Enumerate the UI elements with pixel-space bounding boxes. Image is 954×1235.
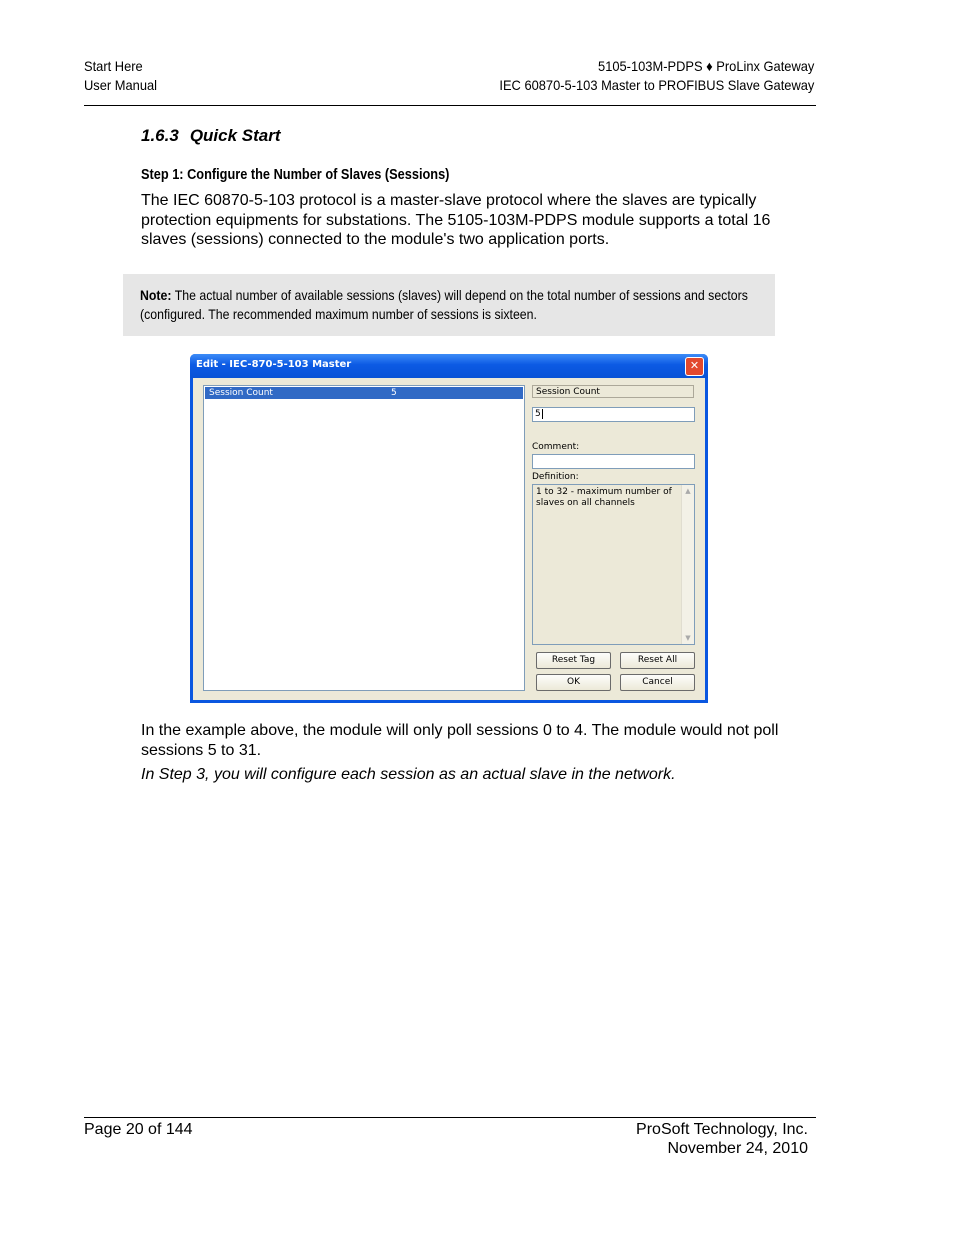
definition-scrollbar[interactable] xyxy=(681,485,694,644)
header-section-name: Start Here xyxy=(84,58,143,74)
header-rule xyxy=(84,105,816,106)
definition-box xyxy=(532,484,695,645)
definition-label: Definition: xyxy=(532,472,579,482)
dialog-title: Edit - IEC-870-5-103 Master xyxy=(196,359,352,370)
section-title xyxy=(141,126,281,146)
list-item-name: Session Count xyxy=(209,388,273,398)
scroll-down-icon[interactable]: ▼ xyxy=(685,634,691,642)
field-name-label: Session Count xyxy=(532,385,694,398)
header-left xyxy=(84,57,157,95)
list-item-value: 5 xyxy=(391,388,397,398)
note-label: Note: xyxy=(140,287,172,303)
text-cursor xyxy=(542,409,543,419)
header-product-description: IEC 60870-5-103 Master to PROFIBUS Slave Gateway xyxy=(499,77,814,93)
section-number: 1.6.3 xyxy=(141,126,179,145)
edit-dialog xyxy=(190,354,708,703)
example-paragraph: In the example above, the module will only poll sessions 0 to 4. The module would not poll sessions 5 to 31. xyxy=(141,722,779,759)
value-input[interactable] xyxy=(532,407,695,422)
company-name: ProSoft Technology, Inc. xyxy=(636,1121,808,1138)
cancel-button[interactable]: Cancel xyxy=(620,674,695,691)
scroll-up-icon[interactable]: ▲ xyxy=(685,487,691,495)
section-title-text: Quick Start xyxy=(189,126,281,145)
reset-tag-button[interactable]: Reset Tag xyxy=(536,652,611,669)
dialog-titlebar[interactable] xyxy=(190,354,708,378)
footer-rule xyxy=(84,1117,816,1118)
value-input-text: 5 xyxy=(535,409,541,419)
note-text xyxy=(140,286,756,324)
note-body: The actual number of available sessions (slaves) will depend on the total number of sessions and sectors (configured. The recommended maximum number of sessions is sixteen. xyxy=(140,287,748,322)
page-number: Page 20 of 144 xyxy=(84,1121,193,1138)
step1-paragraph: The IEC 60870-5-103 protocol is a master-slave protocol where the slaves are typically protection equipments for substations. The 5105-103M-PDPS module supports a total 16 slaves (sessions) connected to the module's two application ports. xyxy=(141,192,771,249)
close-icon[interactable]: ✕ xyxy=(685,357,704,376)
parameter-list[interactable] xyxy=(203,385,525,691)
header-right xyxy=(499,57,814,95)
publication-date: November 24, 2010 xyxy=(667,1140,808,1157)
step3-note: In Step 3, you will configure each session as an actual slave in the network. xyxy=(141,766,676,783)
reset-all-button[interactable]: Reset All xyxy=(620,652,695,669)
dialog-client-area xyxy=(193,378,705,700)
footer-right xyxy=(636,1120,808,1158)
header-doc-type: User Manual xyxy=(84,77,158,93)
list-item[interactable] xyxy=(205,387,523,399)
comment-label: Comment: xyxy=(532,442,580,452)
comment-field[interactable] xyxy=(532,454,695,469)
definition-text: 1 to 32 - maximum number of slaves on all channels xyxy=(536,487,672,508)
step-heading: Step 1: Configure the Number of Slaves (Sessions) xyxy=(141,167,450,183)
header-product: 5105-103M-PDPS ♦ ProLinx Gateway xyxy=(597,58,814,74)
ok-button[interactable]: OK xyxy=(536,674,611,691)
